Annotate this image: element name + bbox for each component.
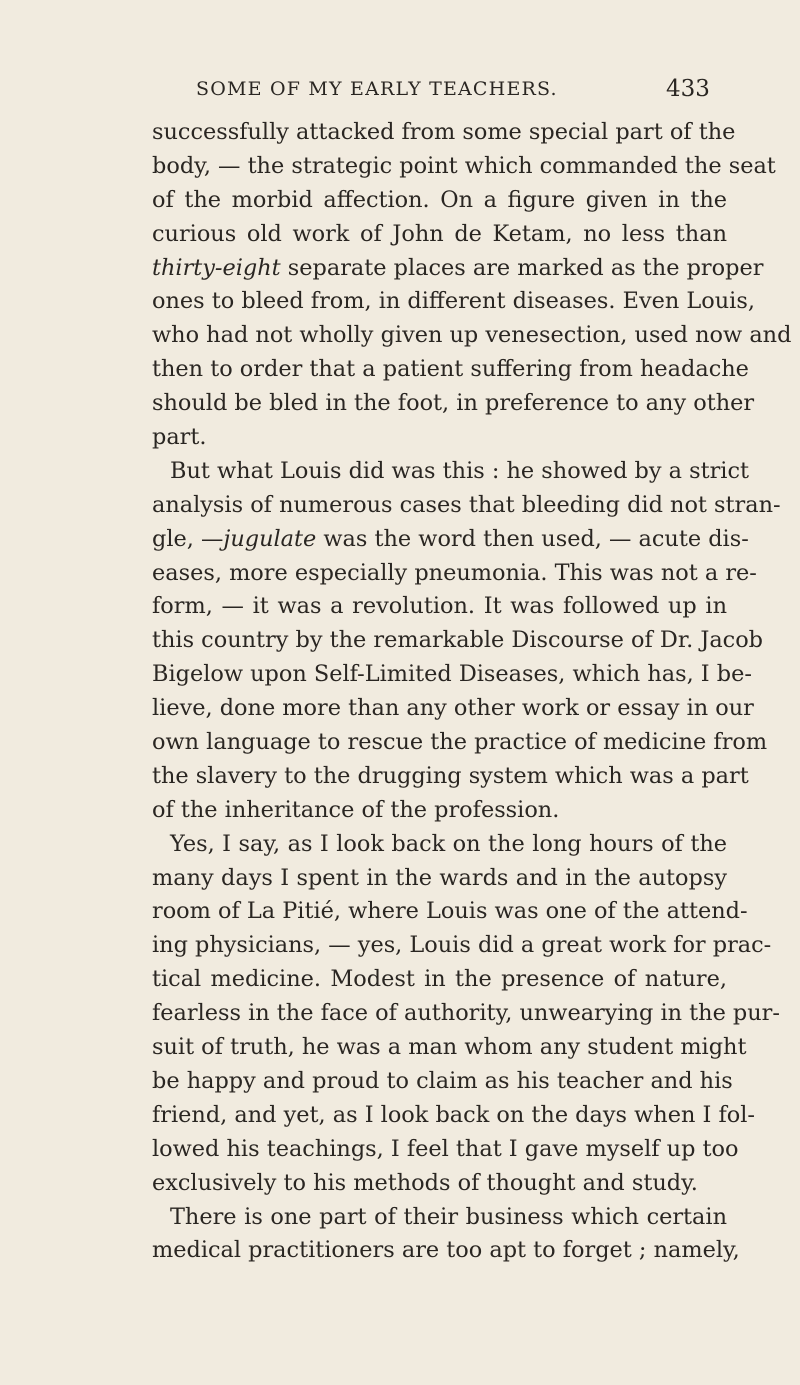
text-run: was the word then used, — acute dis- <box>316 525 749 552</box>
text-line <box>152 997 780 1031</box>
text-line <box>152 218 727 252</box>
text-line <box>152 760 749 794</box>
text-line <box>152 590 727 624</box>
text-line <box>152 353 749 387</box>
text-line <box>152 726 768 760</box>
text-run: ones to bleed from, in different diseases. Even Louis, <box>152 288 755 315</box>
text-line <box>152 455 749 489</box>
text-run: friend, and yet, as I look back on the days when I fol- <box>152 1101 755 1128</box>
text-run: room of La Pitié, where Louis was one of the attend- <box>152 898 748 925</box>
text-line <box>152 489 781 523</box>
text-line <box>152 794 727 828</box>
text-run: separate places are marked as the proper <box>280 254 764 281</box>
text-line <box>152 963 727 997</box>
text-run: be happy and proud to claim as his teacher and his <box>152 1067 733 1094</box>
text-run: gle, — <box>152 525 224 552</box>
text-line <box>152 387 755 421</box>
text-run: tical medicine. Modest in the presence of nature, <box>152 966 727 993</box>
text-run: of the morbid affection. On a figure given in the <box>152 186 727 213</box>
text-run: There is one part of their business which certain <box>170 1203 727 1230</box>
text-run: form, — it was a revolution. It was followed up in <box>152 593 727 620</box>
italic-phrase: jugulate <box>223 525 317 552</box>
text-line <box>152 862 727 896</box>
text-run: this country by the remarkable Discourse of Dr. Jacob <box>152 627 764 654</box>
text-run: But what Louis did was this : he showed by a strict <box>170 457 749 484</box>
text-line <box>152 658 752 692</box>
text-line <box>152 692 754 726</box>
italic-phrase: thirty-eight <box>152 254 281 281</box>
text-line <box>152 895 748 929</box>
running-title: SOME OF MY EARLY TEACHERS. <box>196 78 558 100</box>
text-run: body, — the strategic point which commanded the seat <box>152 152 776 179</box>
text-run: fearless in the face of authority, unwearying in the pur- <box>152 1000 780 1027</box>
text-run: successfully attacked from some special part of the <box>152 119 736 145</box>
text-line <box>152 557 757 591</box>
text-line <box>152 1065 733 1099</box>
text-line <box>152 624 764 658</box>
page-number: 433 <box>666 76 710 102</box>
text-line <box>152 319 792 353</box>
text-run: Yes, I say, as I look back on the long hours of the <box>170 830 727 857</box>
text-run: analysis of numerous cases that bleeding did not stran- <box>152 491 781 518</box>
text-run: exclusively to his methods of thought and study. <box>152 1169 698 1196</box>
running-head <box>0 78 800 108</box>
text-line <box>152 1031 747 1065</box>
body-text <box>152 116 792 1268</box>
text-run: ing physicians, — yes, Louis did a great work for prac- <box>152 932 772 959</box>
text-line <box>152 150 776 184</box>
text-line <box>152 1167 727 1201</box>
text-line <box>152 421 727 455</box>
text-run: curious old work of John de Ketam, no less than <box>152 220 727 247</box>
text-run: eases, more especially pneumonia. This was not a re- <box>152 559 757 586</box>
text-line <box>152 1201 727 1235</box>
text-line <box>152 523 749 557</box>
text-line <box>152 285 755 319</box>
text-line <box>152 116 736 150</box>
text-line <box>152 252 764 286</box>
text-run: part. <box>152 424 207 451</box>
text-run: then to order that a patient suffering from headache <box>152 356 749 383</box>
text-run: own language to rescue the practice of medicine from <box>152 729 768 756</box>
text-line <box>152 828 727 862</box>
text-run: suit of truth, he was a man whom any student might <box>152 1034 747 1061</box>
text-line <box>152 929 772 963</box>
text-run: lowed his teachings, I feel that I gave myself up too <box>152 1135 739 1162</box>
text-line <box>152 184 727 218</box>
text-run: many days I spent in the wards and in the autopsy <box>152 864 727 891</box>
text-run: of the inheritance of the profession. <box>152 796 560 823</box>
text-line <box>152 1099 755 1133</box>
text-run: Bigelow upon Self-Limited Diseases, which has, I be- <box>152 661 752 688</box>
text-line <box>152 1234 740 1268</box>
text-run: should be bled in the foot, in preference to any other <box>152 390 755 417</box>
text-run: lieve, done more than any other work or essay in our <box>152 695 754 722</box>
text-run: the slavery to the drugging system which was a part <box>152 762 749 789</box>
text-run: medical practitioners are too apt to forget ; namely, <box>152 1237 740 1264</box>
text-line <box>152 1133 739 1167</box>
text-run: who had not wholly given up venesection, used now and <box>152 322 792 349</box>
